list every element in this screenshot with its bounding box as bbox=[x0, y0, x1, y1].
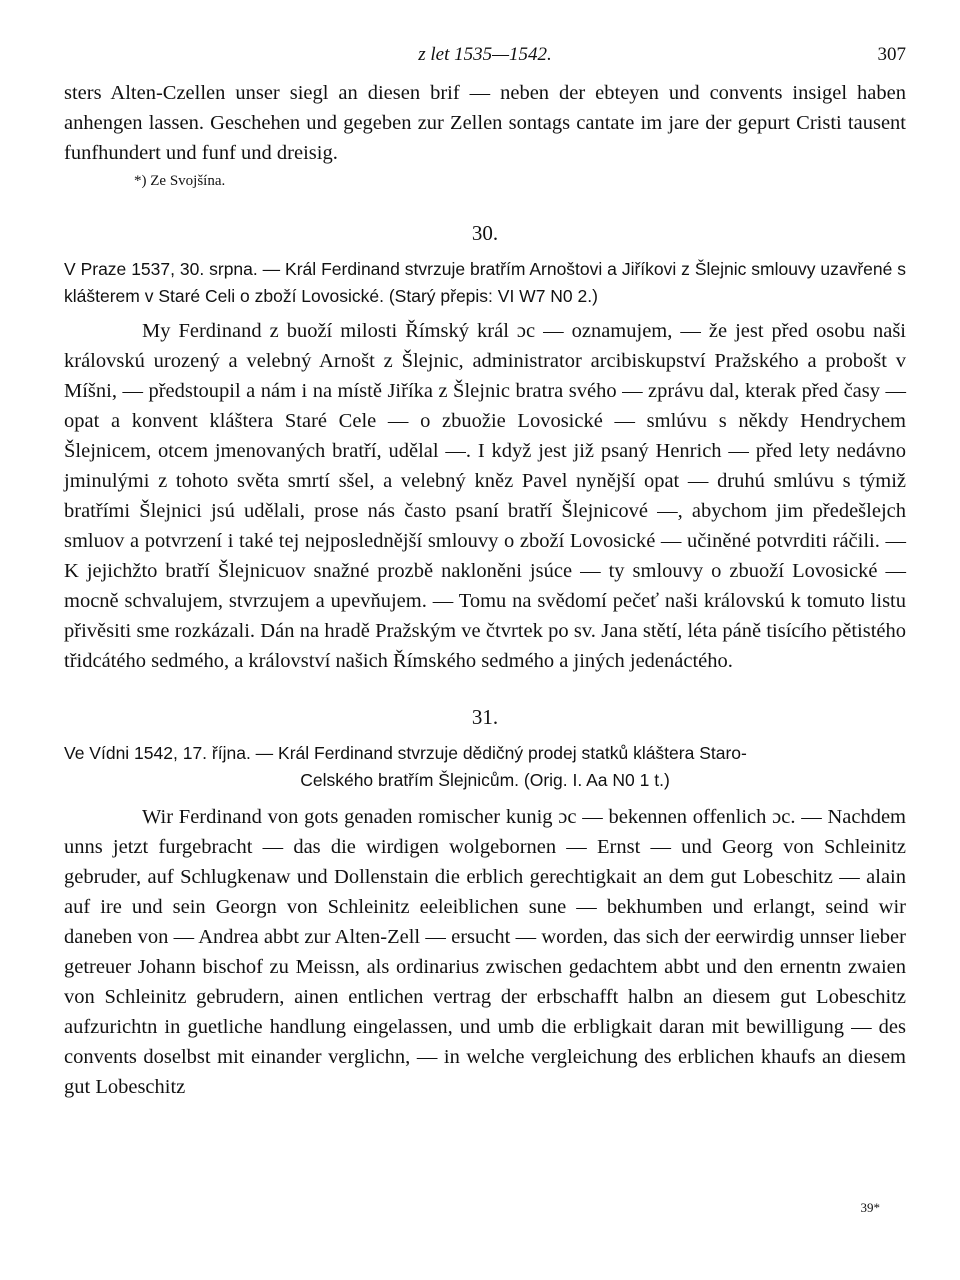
running-header bbox=[64, 44, 906, 78]
footnote: *) Ze Svojšína. bbox=[134, 173, 226, 189]
regest-31-line-1: Ve Vídni 1542, 17. října. — Král Ferdinand stvrzuje dědičný prodej statků kláštera Staro- bbox=[64, 743, 747, 763]
page-number: 307 bbox=[877, 44, 906, 65]
signature-mark: 39* bbox=[860, 1200, 880, 1215]
document-number-30: 30. bbox=[471, 221, 499, 245]
document-page bbox=[64, 44, 906, 1102]
regest-30: V Praze 1537, 30. srpna. — Král Ferdinand stvrzuje bratřím Arnoštovi a Jiříkovi z Šlejnic smlouvy uzavřené s klášterem v Staré Celi o zboží Lovosické. (Starý přepis: VI W7 N0 2.) bbox=[64, 259, 906, 306]
regest-31-line-2: Celského bratřím Šlejnicům. (Orig. I. Aa N0 1 t.) bbox=[300, 770, 670, 790]
running-title: z let 1535—1542. bbox=[418, 44, 552, 65]
document-number-31: 31. bbox=[471, 705, 499, 729]
continuation-paragraph: sters Alten-Czellen unser siegl an diesen brif — neben der ebteyen und convents insigel haben anhengen lassen. Geschehen und gegeben zur Zellen sontags cantate im jare der gepurt Cristi tausent funfhundert und funf und dreisig. bbox=[64, 82, 906, 164]
document-31-text: Wir Ferdinand von gots genaden romischer kunig ɔc — bekennen offenlich ɔc. — Nachdem unns jetzt furgebracht — das die wirdigen wolgebornen — Ernst — und Georg von Schleinitz gebruder, auf Schlugkenaw und Dollenstain die erblich gerechtigkait an dem gut Lobeschitz — alain auf ire und sein Georgn von Schleinitz eeleiblichen sune — bekhumben und erlangt, seind wir daneben von — Andrea abbt zur Alten-Zell — ersucht — worden, das sich der eerwirdig unnser lieber getreuer Johann bischof zu Meissn, als ordinarius zwischen gedachtem abbt und den ernentn zwaien von Schleinitz gebrudern, ainen entlichen vertrag der erbschafft halbn an diesem gut Lobeschitz aufzurichtn in guetliche handlung eingelassen, und umb die erbligkait daran mit bewilligung — des convents doselbst mit einander verglichn, — in welche vergleichung des erblichen khaufs an diesem gut Lobeschitz bbox=[64, 806, 906, 1098]
document-30-text: My Ferdinand z buoží milosti Římský král ɔc — oznamujem, — že jest před osobu naši královskú urozený a velebný Arnošt z Šlejnic, administrator arcibiskupství Pražského a probošt v Míšni, — předstoupil a nám i na místě Jiříka z Šlejnic bratra svého — zprávu dal, kterak před časy — opat a konvent kláštera Staré Cele — o zbuožie Lovosické — smlúvu s někdy Hendrychem Šlejnicem, otcem jmenovaných bratří, udělal —. I když jest již psaný Henrich — před lety nedávno jminulými z tohoto světa smrtí sšel, a velebný kněz Pavel nynější opat — druhú smlúvu s týmiž bratřími Šlejnici jsú udělali, prose nás často psaní bratří Šlejnicové —, abychom jim předešlejch smluov a potvrzení i také tej nejposlednější smlouvy o zboží Lovosické — učiněné potvrditi ráčili. — K jejichžto bratří Šlejnicuov snažné prozbě nakloněni jsúce — ty smlouvy o zbuoží Lovosické — mocně schvalujem, stvrzujem a upevňujem. — Tomu na svědomí pečeť naši královskú k tomuto listu přivěsiti sme rozkázali. Dán na hradě Pražským ve čtvrtek po sv. Jana stětí, léta páně tisícího pětistého třidcátého sedmého, a království našich Římského sedmého a jiných jedenáctého. bbox=[64, 320, 906, 672]
